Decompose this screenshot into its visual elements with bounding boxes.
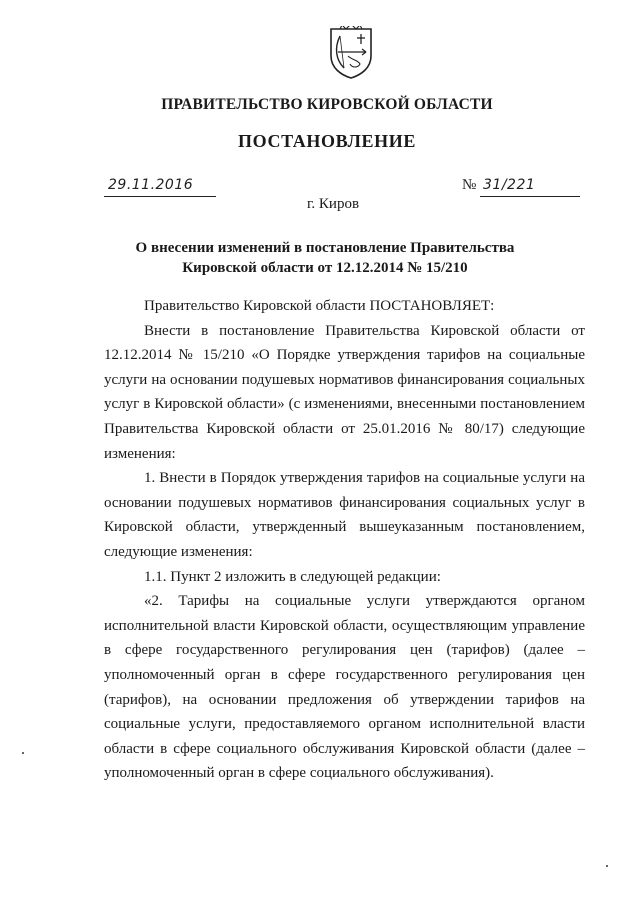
number-value: 31/221 <box>483 177 536 193</box>
scan-speck <box>22 752 24 754</box>
document-type: ПОСТАНОВЛЕНИЕ <box>238 131 416 151</box>
paragraph-1: Правительство Кировской области ПОСТАНОВЛЯЕТ: <box>144 298 495 314</box>
scan-speck <box>606 865 608 867</box>
document-body <box>104 294 585 786</box>
coat-of-arms-icon <box>328 26 374 80</box>
paragraph-3: 1. Внести в Порядок утверждения тарифов на социальные услуги на основании подушевых нормативов финансирования социальных услуг в Кировской области, утвержденный вышеуказанным постановлением, следующие изменения: <box>104 470 585 560</box>
paragraph-5: «2. Тарифы на социальные услуги утверждаются органом исполнительной власти Кировской области, осуществляющим управление в сфере государственного регулирования цен (тарифов) (далее – уполномоченный орган в сфере государственного регулирования цен (тарифов), на основании предложения об утверждении тарифов на социальные услуги, предоставляемого органом исполнительной власти области в сфере социального обслуживания Кировской области (далее – уполномоченный орган в сфере социального обслуживания). <box>104 593 585 782</box>
date-value: 29.11.2016 <box>108 177 194 193</box>
paragraph-2: Внести в постановление Правительства Кировской области от 12.12.2014 № 15/210 «О Порядке утверждения тарифов на социальные услуги на основании подушевых нормативов финансирования социальных услуг в Кировской области» (с изменениями, внесенными постановлением Правительства Кировской области от 25.01.2016 № 80/17) следующие изменения: <box>104 322 585 462</box>
paragraph-4: 1.1. Пункт 2 изложить в следующей редакции: <box>144 568 441 585</box>
number-field <box>480 178 580 197</box>
date-field <box>104 178 216 197</box>
government-title: ПРАВИТЕЛЬСТВО КИРОВСКОЙ ОБЛАСТИ <box>161 96 493 113</box>
document-subject <box>0 238 640 278</box>
subject-line-2: Кировской области от 12.12.2014 № 15/210 <box>182 260 468 276</box>
number-label: № <box>462 177 477 193</box>
city: г. Киров <box>306 196 360 212</box>
subject-line-1: О внесении изменений в постановление Правительства <box>135 240 515 256</box>
